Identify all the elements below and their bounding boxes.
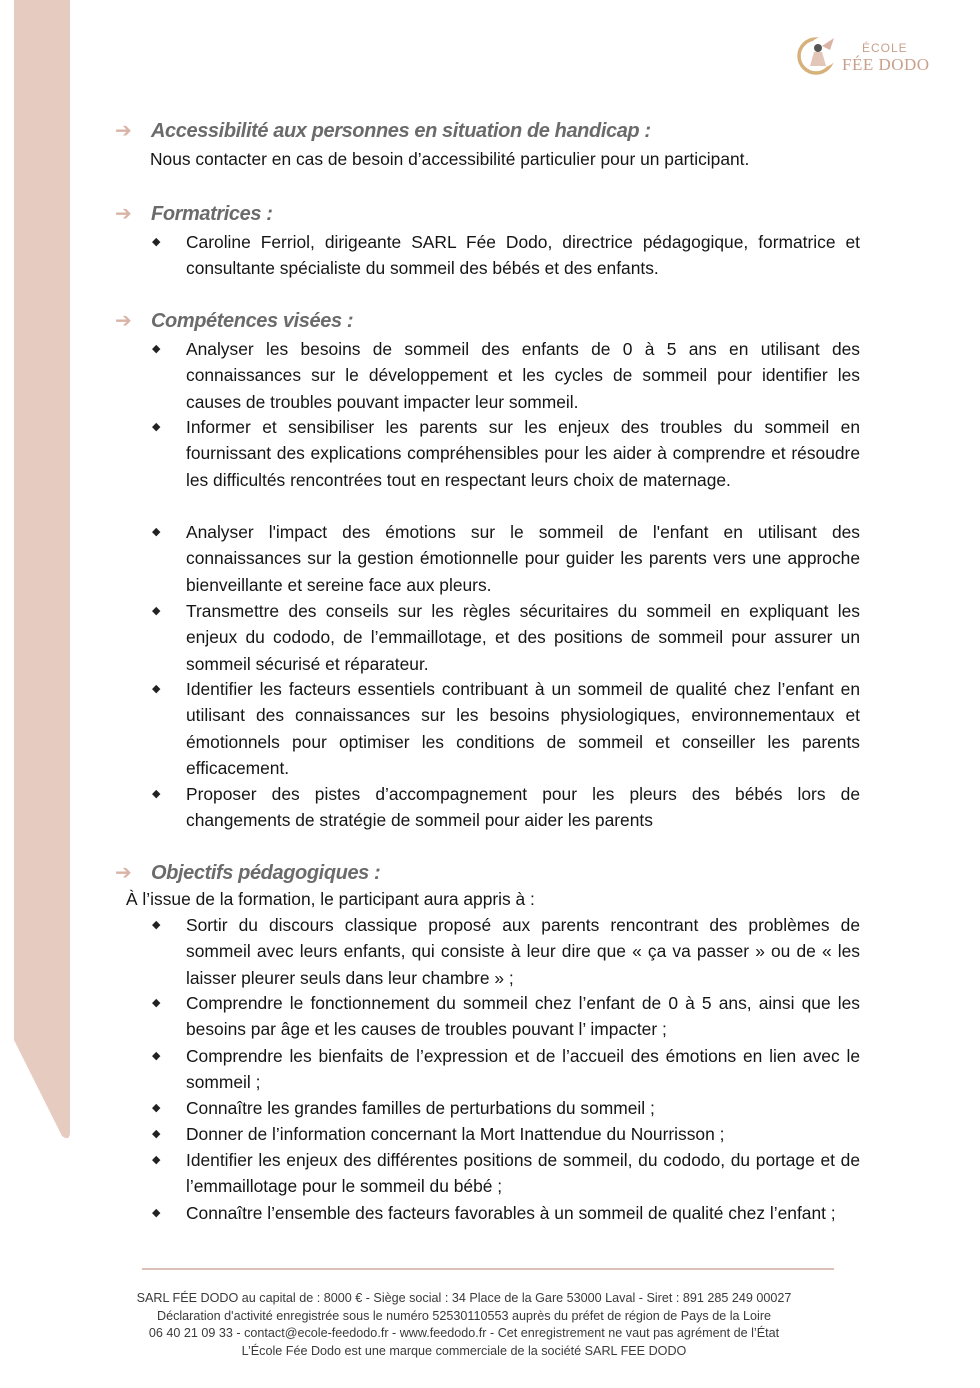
list-item	[152, 336, 860, 415]
diamond-bullet-icon: ◆	[152, 1154, 161, 1166]
diamond-bullet-icon: ◆	[152, 1207, 161, 1219]
list-item	[152, 519, 860, 598]
list-item-text: Connaître les grandes familles de perturbations du sommeil ;	[186, 1098, 655, 1118]
diamond-bullet-icon: ◆	[152, 526, 161, 538]
list-item-text: Informer et sensibiliser les parents sur les enjeux des troubles du sommeil en fournissant des explications compréhensibles pour les aider à comprendre et résoudre les difficultés rencontrées tout en respectant leurs choix de maternage.	[186, 417, 860, 490]
logo-name: FÉE DODO	[842, 55, 930, 74]
list-item	[152, 1121, 860, 1147]
diamond-bullet-icon: ◆	[152, 1050, 161, 1062]
arrow-icon: ➔	[115, 310, 132, 332]
logo-wordmark	[842, 42, 930, 73]
list-item-text: Proposer des pistes d’accompagnement pour les pleurs des bébés lors de changements de stratégie de sommeil pour aider les parents	[186, 784, 860, 831]
arrow-icon: ➔	[115, 862, 132, 884]
footer-line-brand: L’École Fée Dodo est une marque commerciale de la société SARL FEE DODO	[241, 1343, 687, 1358]
footer-divider	[142, 1268, 834, 1270]
list-item-text: Analyser l'impact des émotions sur le sommeil de l'enfant en utilisant des connaissances sur la gestion émotionnelle pour guider les parents vers une approche bienveillante et sereine face aux pleurs.	[186, 522, 860, 595]
decorative-side-band	[0, 0, 80, 1145]
diamond-bullet-icon: ◆	[152, 919, 161, 931]
diamond-bullet-icon: ◆	[152, 788, 161, 800]
list-item-text: Identifier les facteurs essentiels contribuant à un sommeil de qualité chez l’enfant en utilisant des connaissances sur les besoins physiologiques, environnementaux et émotionnels pour optimiser les conditions de sommeil et conseiller les parents efficacement.	[186, 679, 860, 778]
heading-objectives-text: Objectifs pédagogiques :	[151, 862, 381, 884]
list-item-text: Analyser les besoins de sommeil des enfants de 0 à 5 ans en utilisant des connaissances sur le développement et les cycles de sommeil pour identifier les causes de troubles pouvant impacter leur sommeil.	[186, 339, 860, 412]
heading-accessibility-text: Accessibilité aux personnes en situation de handicap :	[151, 120, 651, 142]
diamond-bullet-icon: ◆	[152, 343, 161, 355]
school-logo	[796, 30, 946, 82]
heading-trainers-text: Formatrices :	[151, 203, 273, 225]
heading-objectives	[115, 860, 380, 886]
footer-line-company: SARL FÉE DODO au capital de : 8000 € - Siège social : 34 Place de la Gare 53000 Laval - Siret : 891 285 249 00027	[136, 1291, 792, 1305]
footer-line-contact: 06 40 21 09 33 - contact@ecole-feedodo.fr - www.feedodo.fr - Cet enregistrement ne vaut pas agrément de l’État	[148, 1326, 780, 1340]
footer-line-declaration: Déclaration d'activité enregistrée sous le numéro 52530110553 auprès du préfet de région de Pays de la Loire	[156, 1308, 772, 1323]
list-item-text: Identifier les enjeux des différentes positions de sommeil, du cododo, du portage et de l’emmaillotage pour le sommeil du bébé ;	[186, 1150, 860, 1197]
list-item-text: Donner de l’information concernant la Mort Inattendue du Nourrisson ;	[186, 1124, 725, 1144]
list-item-text: Transmettre des conseils sur les règles sécuritaires du sommeil en expliquant les enjeux du cododo, de l’emmaillotage, et des positions de sommeil pour assurer un sommeil sécurisé et réparateur.	[186, 601, 860, 674]
moon-fairy-icon	[796, 32, 840, 80]
objectives-intro: À l’issue de la formation, le participant aura appris à :	[126, 889, 535, 909]
footer	[0, 1290, 928, 1360]
list-item	[152, 1043, 860, 1096]
list-item	[152, 990, 860, 1043]
list-item	[152, 414, 860, 493]
diamond-bullet-icon: ◆	[152, 997, 161, 1009]
arrow-icon: ➔	[115, 203, 132, 225]
logo-ecole: ÉCOLE	[862, 41, 908, 55]
list-item-text: Comprendre le fonctionnement du sommeil chez l’enfant de 0 à 5 ans, ainsi que les besoins par âge et les causes de troubles pouvant l’ impacter ;	[186, 993, 860, 1040]
diamond-bullet-icon: ◆	[152, 605, 161, 617]
list-item	[152, 912, 860, 991]
list-item	[152, 676, 860, 781]
list-item-text: Sortir du discours classique proposé aux parents rencontrant des problèmes de sommeil avec leurs enfants, qui consiste à leur dire que « ça va passer » ou de « les laisser pleurer seuls dans leur chambre » ;	[186, 915, 860, 988]
heading-skills-text: Compétences visées :	[151, 310, 354, 332]
diamond-bullet-icon: ◆	[152, 683, 161, 695]
list-item-text: Comprendre les bienfaits de l’expression et de l’accueil des émotions en lien avec le sommeil ;	[186, 1046, 860, 1093]
list-item-text: Connaître l’ensemble des facteurs favorables à un sommeil de qualité chez l’enfant ;	[186, 1203, 836, 1223]
list-item	[152, 1147, 860, 1200]
accessibility-text: Nous contacter en cas de besoin d’accessibilité particulier pour un participant.	[150, 149, 750, 169]
diamond-bullet-icon: ◆	[152, 1128, 161, 1140]
list-item	[152, 598, 860, 677]
list-item	[152, 1095, 860, 1121]
heading-trainers	[115, 201, 273, 227]
list-item-text: Caroline Ferriol, dirigeante SARL Fée Dodo, directrice pédagogique, formatrice et consultante spécialiste du sommeil des bébés et des enfants.	[186, 232, 860, 279]
list-item	[152, 1200, 860, 1226]
list-item	[152, 229, 860, 282]
list-item	[152, 781, 860, 834]
arrow-icon: ➔	[115, 120, 132, 142]
diamond-bullet-icon: ◆	[152, 421, 161, 433]
diamond-bullet-icon: ◆	[152, 1102, 161, 1114]
diamond-bullet-icon: ◆	[152, 236, 161, 248]
heading-skills	[115, 308, 353, 334]
heading-accessibility	[115, 118, 651, 144]
